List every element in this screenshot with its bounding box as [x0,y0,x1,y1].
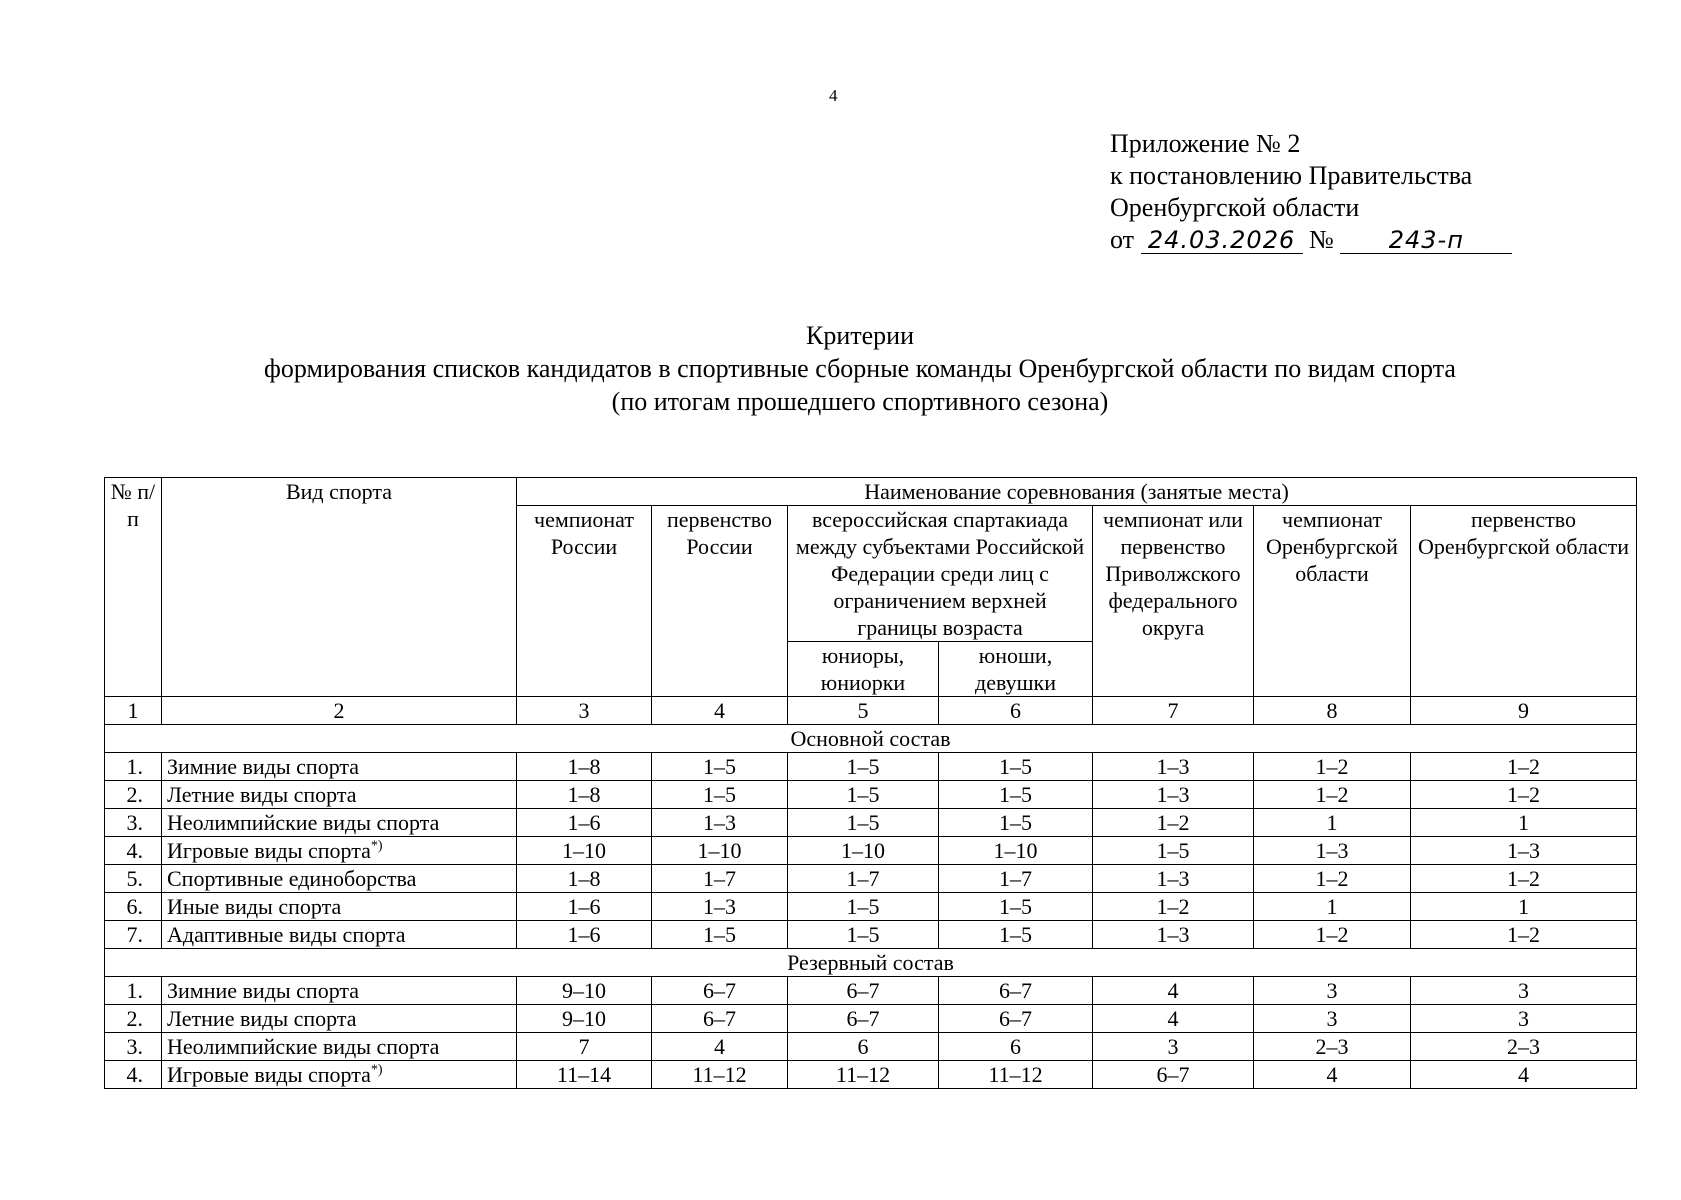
column-number-row [105,697,1637,725]
place-range-cell: 1–2 [1411,753,1637,781]
handwritten-number: 243-п [1340,227,1512,254]
place-range-cell: 1–2 [1254,865,1411,893]
sport-name-cell [162,1061,517,1089]
place-range-cell: 1–5 [788,893,939,921]
table-row [105,753,1637,781]
table-row [105,977,1637,1005]
column-number: 8 [1254,697,1411,725]
place-range-cell: 1–3 [652,893,788,921]
place-range-cell: 1–7 [652,865,788,893]
table-row [105,1061,1637,1089]
appendix-block [1110,128,1512,256]
place-range-cell: 1–8 [517,865,652,893]
place-range-cell: 1–5 [788,809,939,837]
row-number: 7. [105,921,162,949]
place-range-cell: 1–3 [652,809,788,837]
place-range-cell: 1–3 [1093,753,1254,781]
place-range-cell: 1–2 [1254,921,1411,949]
header-col-3: чемпионат России [517,506,652,697]
row-number: 3. [105,809,162,837]
criteria-table [104,477,1637,1089]
place-range-cell: 11–12 [788,1061,939,1089]
place-range-cell: 1–3 [1093,865,1254,893]
sport-name-cell [162,837,517,865]
column-number: 2 [162,697,517,725]
appendix-line-3: Оренбургской области [1110,193,1360,222]
sport-name: Неолимпийские виды спорта [167,810,440,835]
place-range-cell: 1–7 [939,865,1093,893]
place-range-cell: 3 [1411,1005,1637,1033]
sport-name: Зимние виды спорта [167,978,360,1003]
table-row [105,893,1637,921]
header-no: № п/п [105,478,162,697]
place-range-cell: 1–2 [1411,865,1637,893]
row-number: 5. [105,865,162,893]
column-number: 3 [517,697,652,725]
column-number: 1 [105,697,162,725]
place-range-cell: 6–7 [652,977,788,1005]
place-range-cell: 3 [1254,1005,1411,1033]
table-row [105,837,1637,865]
sport-name: Адаптивные виды спорта [167,922,406,947]
header-spartakiad: всероссийская спартакиада между субъектами Российской Федерации среди лиц с ограничением верхней границы возраста [788,506,1093,642]
place-range-cell: 2–3 [1254,1033,1411,1061]
place-range-cell: 6 [939,1033,1093,1061]
sport-name: Иные виды спорта [167,894,342,919]
place-range-cell: 4 [652,1033,788,1061]
table-row [105,781,1637,809]
place-range-cell: 1–5 [788,781,939,809]
header-col-9: первенство Оренбургской области [1411,506,1637,697]
place-range-cell: 11–12 [939,1061,1093,1089]
sport-name-cell [162,977,517,1005]
place-range-cell: 1–2 [1254,781,1411,809]
row-number: 2. [105,1005,162,1033]
place-range-cell: 1 [1411,809,1637,837]
place-range-cell: 9–10 [517,1005,652,1033]
appendix-date-line [1110,224,1512,256]
place-range-cell: 1–7 [788,865,939,893]
table-row [105,1033,1637,1061]
place-range-cell: 1–10 [652,837,788,865]
sport-name-cell [162,753,517,781]
sport-name: Летние виды спорта [167,1006,357,1031]
place-range-cell: 1 [1411,893,1637,921]
place-range-cell: 2–3 [1411,1033,1637,1061]
section-title: Основной состав [105,725,1637,753]
place-range-cell: 1–10 [517,837,652,865]
section-title: Резервный состав [105,949,1637,977]
sport-name-cell [162,893,517,921]
place-range-cell: 9–10 [517,977,652,1005]
header-col-8: чемпионат Оренбургской области [1254,506,1411,697]
place-range-cell: 6–7 [788,977,939,1005]
place-range-cell: 1–3 [1093,781,1254,809]
header-sport: Вид спорта [162,478,517,697]
section-row [105,725,1637,753]
place-range-cell: 1–2 [1254,753,1411,781]
header-col-5: юниоры, юниорки [788,642,939,697]
place-range-cell: 7 [517,1033,652,1061]
row-number: 1. [105,977,162,1005]
place-range-cell: 1–5 [788,753,939,781]
header-col-6: юноши, девушки [939,642,1093,697]
place-range-cell: 1–5 [939,809,1093,837]
section-row [105,949,1637,977]
footnote-mark: *) [370,1062,383,1078]
row-number: 4. [105,1061,162,1089]
place-range-cell: 1–6 [517,893,652,921]
column-number: 6 [939,697,1093,725]
header-row-1 [105,478,1637,506]
page-number: 4 [829,86,838,105]
place-range-cell: 4 [1411,1061,1637,1089]
place-range-cell: 1–2 [1093,893,1254,921]
sport-name-cell [162,1033,517,1061]
place-range-cell: 3 [1093,1033,1254,1061]
row-number: 6. [105,893,162,921]
header-col-7: чемпионат или первенство Приволжского федерального округа [1093,506,1254,697]
place-range-cell: 4 [1093,1005,1254,1033]
table-row [105,921,1637,949]
place-range-cell: 1–5 [1093,837,1254,865]
place-range-cell: 6–7 [939,1005,1093,1033]
place-range-cell: 1–6 [517,921,652,949]
place-range-cell: 1–2 [1411,921,1637,949]
place-range-cell: 1–6 [517,809,652,837]
column-number: 9 [1411,697,1637,725]
column-number: 5 [788,697,939,725]
place-range-cell: 3 [1254,977,1411,1005]
sport-name: Игровые виды спорта [167,838,371,863]
place-range-cell: 6–7 [1093,1061,1254,1089]
place-range-cell: 1–5 [652,753,788,781]
place-range-cell: 4 [1254,1061,1411,1089]
footnote-mark: *) [370,838,383,854]
title-line-2: формирования списков кандидатов в спортивные сборные команды Оренбургской области по видам спорта [264,354,1456,383]
place-range-cell: 6–7 [652,1005,788,1033]
place-range-cell: 6 [788,1033,939,1061]
row-number: 1. [105,753,162,781]
place-range-cell: 1–10 [788,837,939,865]
place-range-cell: 1–5 [939,893,1093,921]
place-range-cell: 11–12 [652,1061,788,1089]
place-range-cell: 1–5 [788,921,939,949]
table-row [105,809,1637,837]
place-range-cell: 6–7 [788,1005,939,1033]
place-range-cell: 1 [1254,809,1411,837]
sport-name: Летние виды спорта [167,782,357,807]
place-range-cell: 11–14 [517,1061,652,1089]
sport-name: Неолимпийские виды спорта [167,1034,440,1059]
sport-name: Зимние виды спорта [167,754,360,779]
header-col-4: первенство России [652,506,788,697]
place-range-cell: 1–5 [939,781,1093,809]
sport-name-cell [162,921,517,949]
place-range-cell: 1–3 [1093,921,1254,949]
place-range-cell: 4 [1093,977,1254,1005]
title-line-3: (по итогам прошедшего спортивного сезона) [611,387,1109,416]
place-range-cell: 1–2 [1411,781,1637,809]
place-range-cell: 1–5 [652,921,788,949]
handwritten-date: 24.03.2026 [1141,227,1303,254]
place-range-cell: 1–3 [1411,837,1637,865]
place-range-cell: 1–8 [517,753,652,781]
date-prefix: от [1110,225,1135,254]
row-number: 2. [105,781,162,809]
appendix-line-2: к постановлению Правительства [1110,161,1473,190]
number-sign: № [1309,225,1334,254]
sport-name-cell [162,781,517,809]
place-range-cell: 1–5 [939,753,1093,781]
sport-name-cell [162,1005,517,1033]
sport-name-cell [162,809,517,837]
place-range-cell: 1–3 [1254,837,1411,865]
sport-name: Спортивные единоборства [167,866,417,891]
place-range-cell: 1–10 [939,837,1093,865]
sport-name: Игровые виды спорта [167,1062,371,1087]
sport-name-cell [162,865,517,893]
place-range-cell: 1–5 [939,921,1093,949]
title-line-1: Критерии [806,321,914,350]
table-row [105,865,1637,893]
place-range-cell: 1–8 [517,781,652,809]
place-range-cell: 1 [1254,893,1411,921]
row-number: 4. [105,837,162,865]
place-range-cell: 6–7 [939,977,1093,1005]
table-row [105,1005,1637,1033]
place-range-cell: 1–2 [1093,809,1254,837]
appendix-line-1: Приложение № 2 [1110,129,1301,158]
place-range-cell: 3 [1411,977,1637,1005]
column-number: 4 [652,697,788,725]
row-number: 3. [105,1033,162,1061]
place-range-cell: 1–5 [652,781,788,809]
column-number: 7 [1093,697,1254,725]
document-title [100,319,1620,418]
header-competition: Наименование соревнования (занятые места) [517,478,1637,506]
